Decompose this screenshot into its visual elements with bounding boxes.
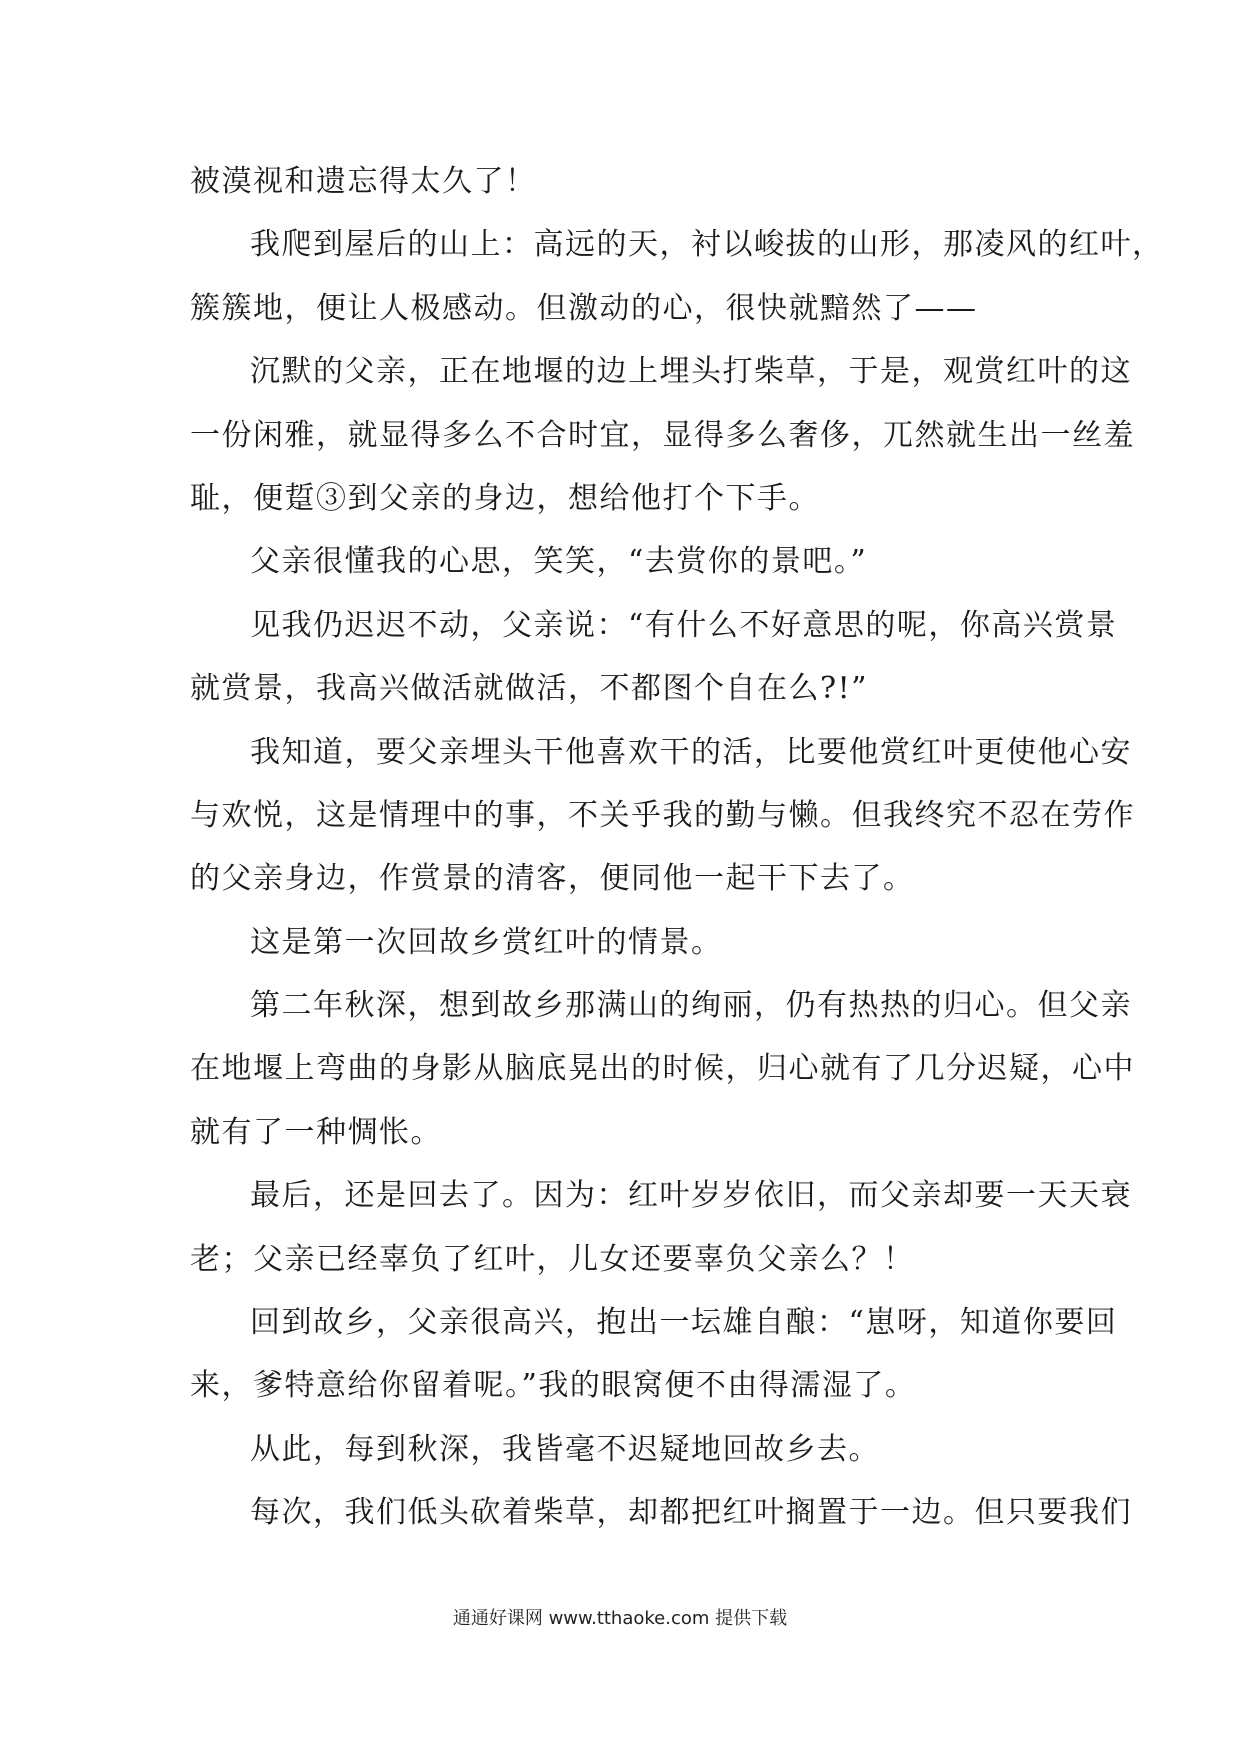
text-line: 回到故乡，父亲很高兴，抱出一坛雄自酿：“崽呀，知道你要回	[250, 1305, 1118, 1341]
text-line: 从此，每到秋深，我皆毫不迟疑地回故乡去。	[250, 1431, 880, 1467]
text-line: 耻，便踅③到父亲的身边，想给他打个下手。	[190, 480, 820, 516]
text-line: 的父亲身边，作赏景的清客，便同他一起干下去了。	[190, 861, 915, 897]
text-line: 这是第一次回故乡赏红叶的情景。	[250, 924, 723, 960]
text-line: 最后，还是回去了。因为：红叶岁岁依旧，而父亲却要一天天衰	[250, 1178, 1132, 1214]
text-line: 父亲很懂我的心思，笑笑，“去赏你的景吧。”	[250, 544, 868, 580]
text-line: 就赏景，我高兴做活就做活，不都图个自在么?!”	[190, 671, 868, 707]
text-line: 我爬到屋后的山上：高远的天，衬以峻拔的山形，那凌风的红叶，	[250, 227, 1164, 263]
text-line: 就有了一种惆怅。	[190, 1114, 442, 1150]
text-line: 簇簇地，便让人极感动。但激动的心，很快就黯然了——	[190, 290, 978, 326]
text-line: 老；父亲已经辜负了红叶，儿女还要辜负父亲么？！	[190, 1241, 915, 1277]
text-line: 来，爹特意给你留着呢。”我的眼窝便不由得濡湿了。	[190, 1368, 917, 1404]
text-line: 沉默的父亲，正在地堰的边上埋头打柴草，于是，观赏红叶的这	[250, 354, 1132, 390]
text-line: 我知道，要父亲埋头干他喜欢干的活，比要他赏红叶更使他心安	[250, 734, 1132, 770]
text-line: 第二年秋深，想到故乡那满山的绚丽，仍有热热的归心。但父亲	[250, 988, 1132, 1024]
text-line: 与欢悦，这是情理中的事，不关乎我的勤与懒。但我终究不忍在劳作	[190, 797, 1135, 833]
article-body	[190, 150, 1164, 1545]
text-line: 一份闲雅，就显得多么不合时宜，显得多么奢侈，兀然就生出一丝羞	[190, 417, 1135, 453]
text-line: 在地堰上弯曲的身影从脑底晃出的时候，归心就有了几分迟疑，心中	[190, 1051, 1135, 1087]
text-line: 被漠视和遗忘得太久了！	[190, 164, 537, 199]
text-line: 每次，我们低头砍着柴草，却都把红叶搁置于一边。但只要我们	[250, 1495, 1132, 1531]
text-line: 见我仍迟迟不动，父亲说：“有什么不好意思的呢，你高兴赏景	[250, 607, 1118, 643]
page-footer: 通通好课网 www.tthaoke.com 提供下载	[452, 1608, 788, 1629]
